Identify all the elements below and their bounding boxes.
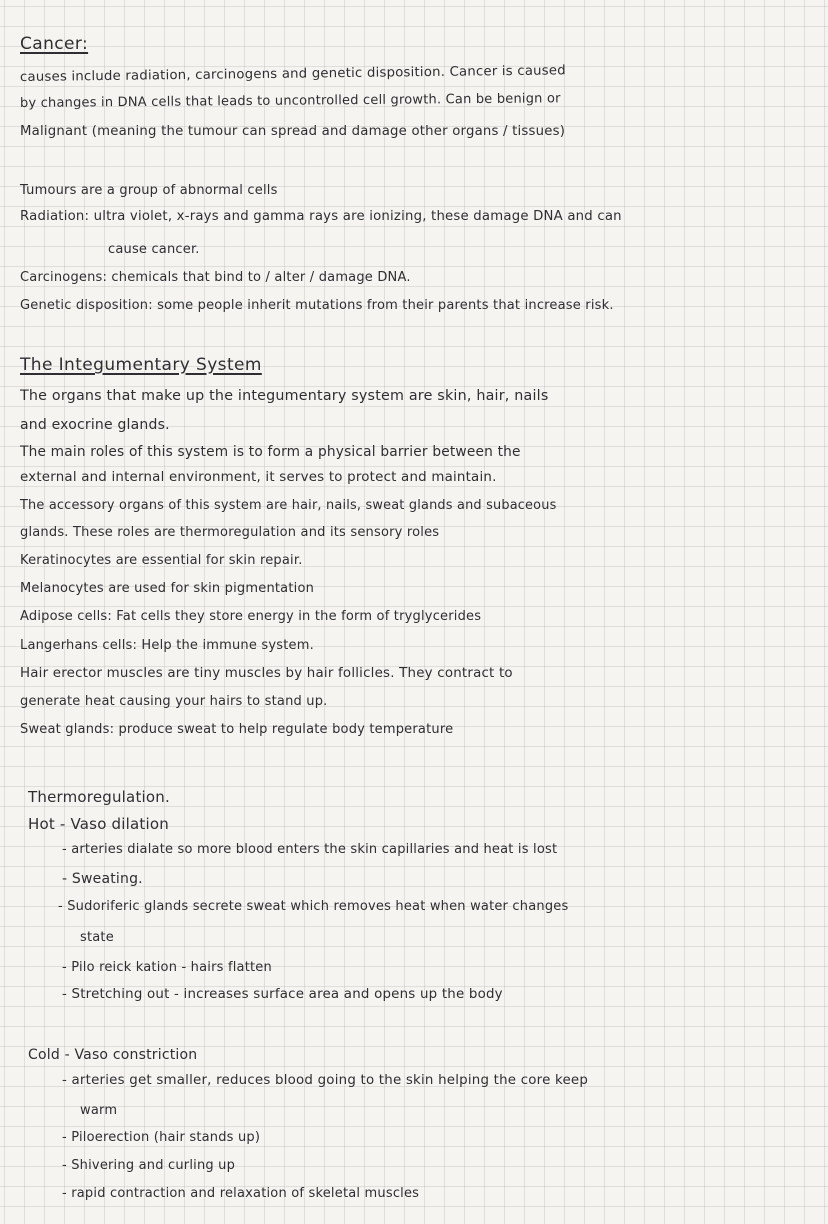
integumentary-line-11: Hair erector muscles are tiny muscles by hair follicles. They contract to: [20, 666, 513, 681]
integumentary-line-12: generate heat causing your hairs to stand up.: [20, 694, 328, 709]
integumentary-line-5: The accessory organs of this system are hair, nails, sweat glands and subaceous: [20, 498, 557, 513]
hot-line-3: - Sudoriferic glands secrete sweat which removes heat when water changes: [58, 899, 569, 914]
cancer-line-1: causes include radiation, carcinogens and genetic disposition. Cancer is caused: [19, 63, 566, 85]
integumentary-heading: The Integumentary System: [20, 355, 262, 375]
integumentary-line-1: The organs that make up the integumentary system are skin, hair, nails: [20, 388, 549, 404]
integumentary-line-6: glands. These roles are thermoregulation and its sensory roles: [20, 525, 440, 540]
integumentary-line-2: and exocrine glands.: [20, 417, 170, 433]
integumentary-line-3: The main roles of this system is to form a physical barrier between the: [20, 444, 521, 460]
integumentary-line-4: external and internal environment, it serves to protect and maintain.: [20, 470, 497, 485]
integumentary-line-9: Adipose cells: Fat cells they store energy in the form of tryglycerides: [20, 609, 482, 624]
cancer-line-6: cause cancer.: [108, 242, 200, 257]
cancer-line-3: Malignant (meaning the tumour can spread and damage other organs / tissues): [20, 124, 566, 139]
hot-heading: Hot - Vaso dilation: [28, 815, 169, 833]
cancer-line-8: Genetic disposition: some people inherit mutations from their parents that increase risk.: [20, 298, 614, 313]
hot-line-1: - arteries dialate so more blood enters the skin capillaries and heat is lost: [62, 842, 558, 857]
cancer-line-5: Radiation: ultra violet, x-rays and gamma rays are ionizing, these damage DNA and can: [20, 209, 622, 224]
hot-line-2: - Sweating.: [62, 871, 143, 887]
cold-line-5: - rapid contraction and relaxation of skeletal muscles: [62, 1186, 420, 1201]
integumentary-line-10: Langerhans cells: Help the immune system.: [20, 638, 314, 653]
hot-line-5: - Pilo reick kation - hairs flatten: [62, 960, 272, 975]
cancer-line-4: Tumours are a group of abnormal cells: [20, 183, 278, 198]
thermoregulation-heading: Thermoregulation.: [28, 788, 170, 806]
integumentary-line-13: Sweat glands: produce sweat to help regulate body temperature: [20, 722, 454, 737]
cancer-heading: Cancer:: [20, 34, 89, 54]
cold-line-3: - Piloerection (hair stands up): [62, 1130, 261, 1145]
cold-line-1: - arteries get smaller, reduces blood going to the skin helping the core keep: [62, 1073, 589, 1088]
integumentary-line-7: Keratinocytes are essential for skin repair.: [20, 553, 303, 568]
hot-line-6: - Stretching out - increases surface area and opens up the body: [62, 987, 503, 1002]
cold-line-2: warm: [80, 1103, 118, 1118]
hot-line-4: state: [80, 930, 114, 945]
integumentary-line-8: Melanocytes are used for skin pigmentation: [20, 581, 315, 596]
cancer-line-2: by changes in DNA cells that leads to uncontrolled cell growth. Can be benign or: [19, 91, 561, 111]
cold-heading: Cold - Vaso constriction: [28, 1047, 198, 1063]
cancer-line-7: Carcinogens: chemicals that bind to / alter / damage DNA.: [20, 270, 411, 285]
cold-line-4: - Shivering and curling up: [62, 1158, 236, 1173]
